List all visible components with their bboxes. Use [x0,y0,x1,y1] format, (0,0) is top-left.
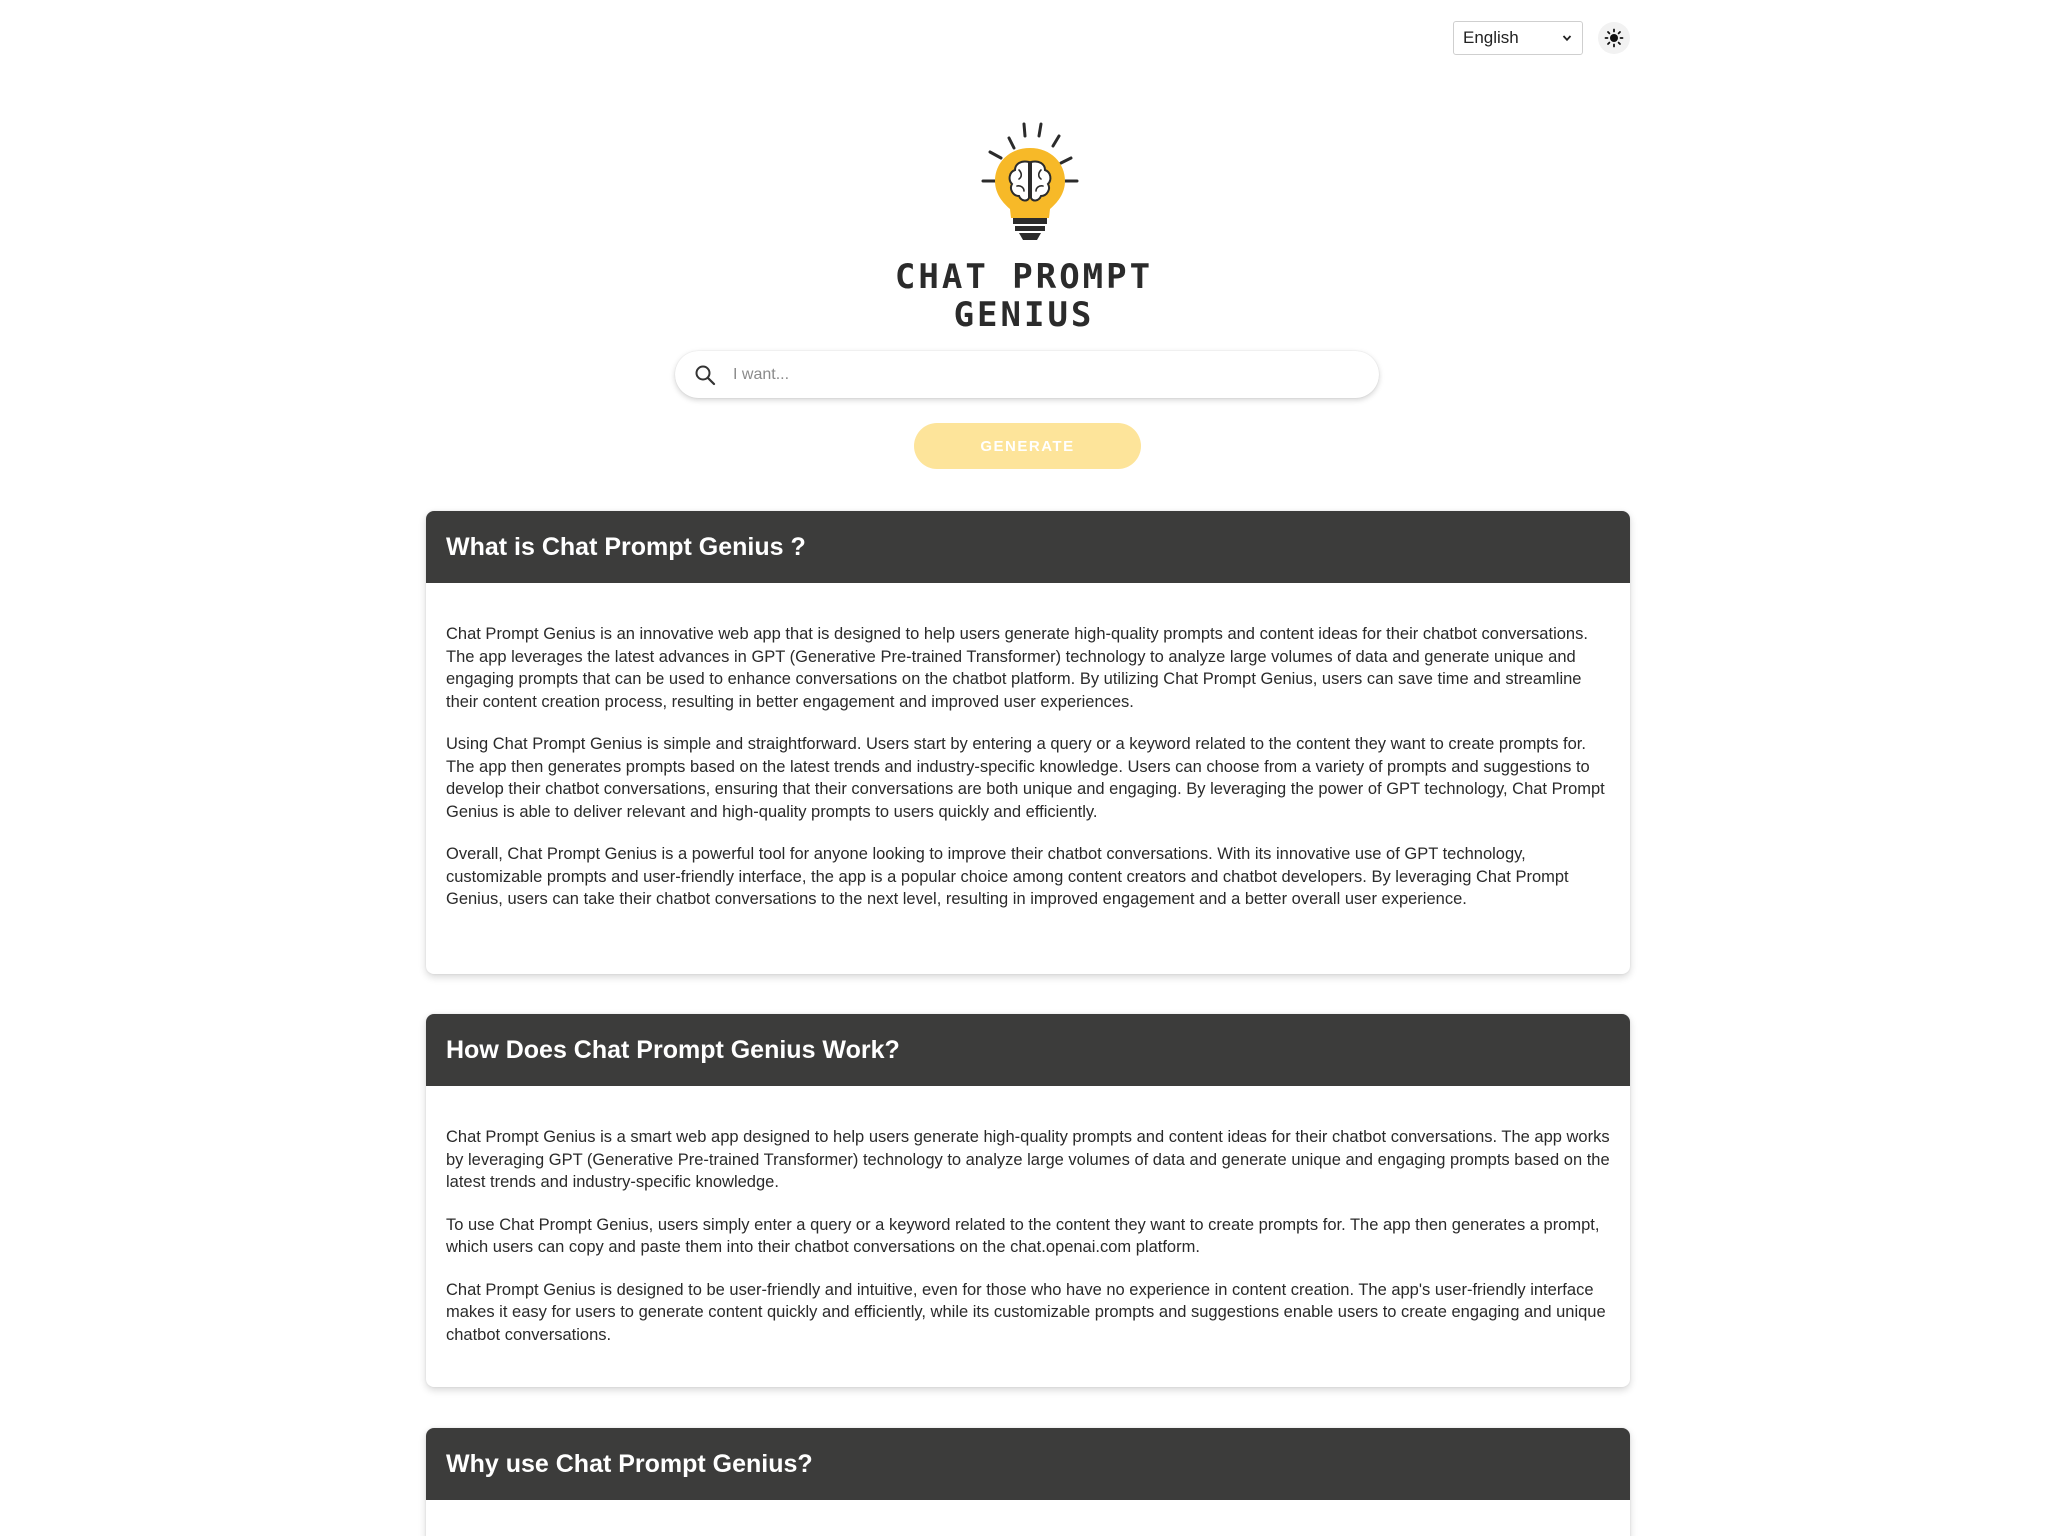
theme-toggle-button[interactable] [1598,22,1630,54]
section-paragraph: Using Chat Prompt Genius is simple and straightforward. Users start by entering a query or a keyword related to the content they want to create prompts for. The app then generates prompts based on the latest trends and industry-specific knowledge. Users can choose from a variety of prompts and suggestions to develop their chatbot conversations, ensuring that their conversations are both unique and engaging. By leveraging the power of GPT technology, Chat Prompt Genius is able to deliver relevant and high-quality prompts to users quickly and efficiently. [446,735,1605,821]
section-paragraph: Chat Prompt Genius is designed to be user-friendly and intuitive, even for those who have no experience in content creation. The app's user-friendly interface makes it easy for users to generate content quickly and efficiently, while its customizable prompts and suggestions enable users to create engaging and unique chatbot conversations. [446,1280,1606,1344]
section-title: How Does Chat Prompt Genius Work? [446,1035,900,1064]
section-body [426,583,1630,947]
logo-line-2: GENIUS [953,295,1095,335]
logo [0,118,2048,334]
section-paragraph: Chat Prompt Genius is a smart web app designed to help users generate high-quality prompts and content ideas for their chatbot conversations. The app works by leveraging GPT (Generative Pre-trained Transformer) technology to analyze large volumes of data and generate unique and engaging prompts based on the latest trends and industry-specific knowledge. [446,1128,1610,1191]
language-select[interactable] [1453,21,1583,55]
section-title: Why use Chat Prompt Genius? [446,1449,813,1478]
sun-icon [1604,28,1624,48]
section-paragraph: Chat Prompt Genius is an innovative web app that is designed to help users generate high-quality prompts and content ideas for their chatbot conversations. The app leverages the latest advances in GPT (Generative Pre-trained Transformer) technology to analyze large volumes of data and generate unique and engaging prompts that can be used to enhance conversations on the chatbot platform. By utilizing Chat Prompt Genius, users can save time and streamline their content creation process, resulting in better engagement and improved user experiences. [446,625,1588,711]
language-select-value: English [1463,28,1519,47]
section-paragraph: To use Chat Prompt Genius, users simply enter a query or a keyword related to the content they want to create prompts for. The app then generates a prompt, which users can copy and paste them into their chatbot conversations on the chat.openai.com platform. [446,1215,1600,1256]
section-title: What is Chat Prompt Genius ? [446,532,806,561]
section-header [426,1428,1630,1500]
section-header [426,511,1630,583]
search-bar [675,351,1379,398]
lightbulb-brain-icon [961,118,1091,246]
section-paragraph: Overall, Chat Prompt Genius is a powerful tool for anyone looking to improve their chatbot conversations. With its innovative use of GPT technology, customizable prompts and user-friendly interface, the app is a popular choice among content creators and chatbot developers. By leveraging Chat Prompt Genius, users can take their chatbot conversations to the next level, resulting in improved engagement and a better overall user experience. [446,845,1569,908]
section-body [426,1086,1630,1382]
search-input[interactable] [733,355,1379,395]
logo-wordmark [895,258,1153,334]
section-card [426,1428,1630,1536]
section-card [426,1014,1630,1387]
section-card [426,511,1630,974]
search-icon [693,363,717,387]
logo-line-1: CHAT PROMPT [894,257,1154,297]
section-header [426,1014,1630,1086]
chevron-down-icon [1562,33,1572,43]
generate-button[interactable]: GENERATE [914,423,1141,469]
